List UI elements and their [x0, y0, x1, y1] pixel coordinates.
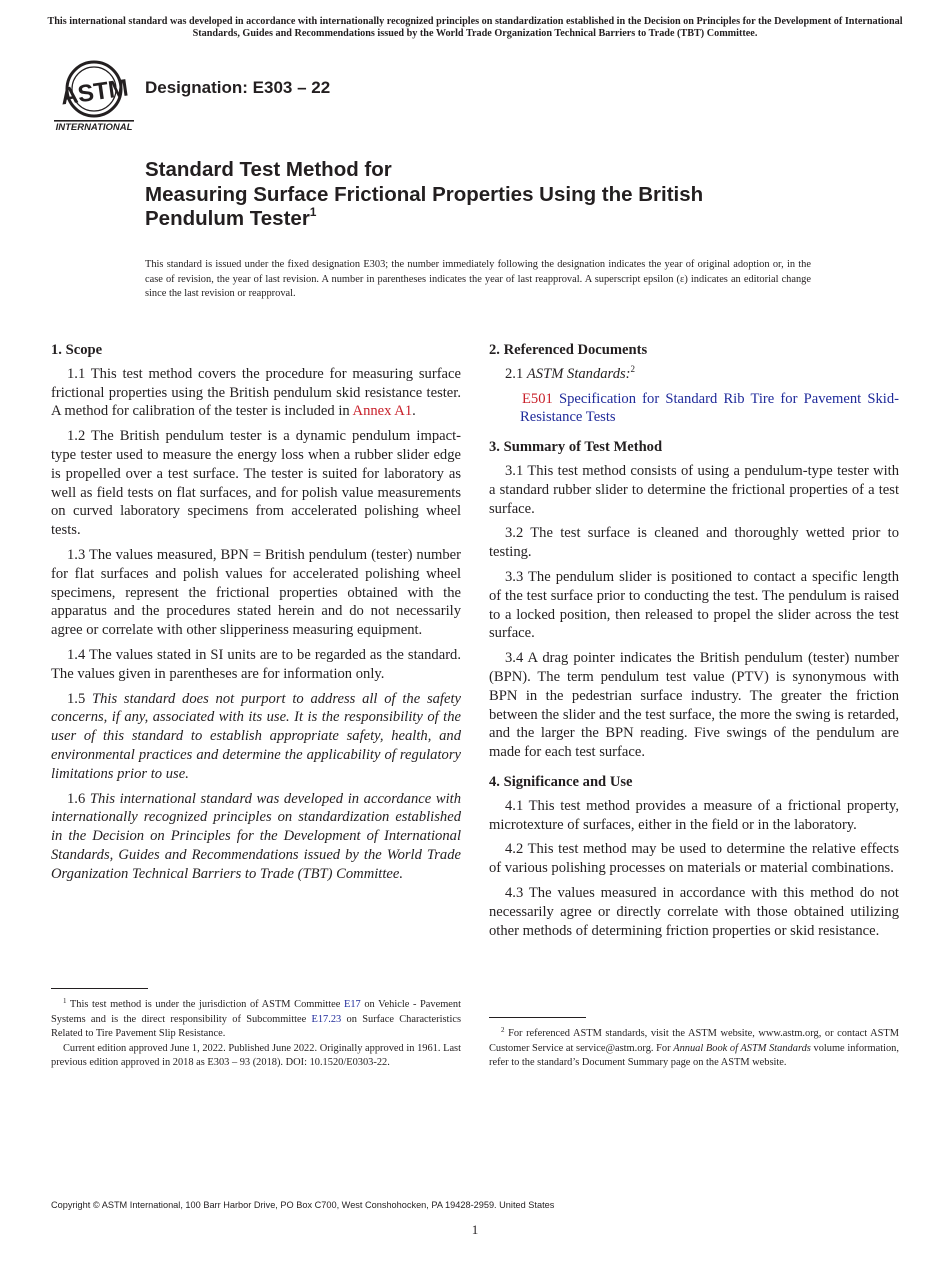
- e501-link[interactable]: E501: [522, 390, 553, 407]
- committee-e17-link[interactable]: E17: [343, 999, 361, 1010]
- paragraph-4-3: 4.3 The values measured in accordance with this method do not necessarily agree or directly correlate with those obtained utilizing other methods of determining friction properties or skid resistance.: [489, 884, 899, 939]
- svg-text:INTERNATIONAL: INTERNATIONAL: [55, 122, 133, 133]
- left-column: [51, 341, 461, 890]
- footnote-2: $^2$ For referenced ASTM standards, visit the ASTM website, www.astm.org, or contact ASTM Customer Service at service@astm.org. For Annual Book of ASTM Standards volume information, refer to the standard’s Document Summary page on the ASTM website.: [489, 1026, 899, 1068]
- paragraph-1-4: 1.4 The values stated in SI units are to be regarded as the standard. The values given in parentheses are for information only.: [51, 646, 461, 682]
- designation: Designation: E303 – 22: [145, 78, 331, 97]
- paragraph-1-2: 1.2 The British pendulum tester is a dynamic pendulum impact-type tester used to measure the energy loss when a rubber slider edge is propelled over a test surface. The tester is suited for laboratory as well as field tests on flat surfaces, and for polish value measurements on curved laboratory specimens from accelerated polishing wheel tests.: [51, 428, 461, 539]
- footnote-1: $^1$ This test method is under the jurisdiction of ASTM Committee E17 on Vehicle - Pavement Systems and is the direct responsibility of Subcommittee E17.23 on Surface Characteristics Related to Tire Pavement Slip Resistance. Current edition approved June 1, 2022. Published June 2022. Originally approved in 1961. Last previous edition approved in 2018 as E303 – 93 (2018). DOI: 10.1520/E0303-22.: [51, 998, 461, 1071]
- section-heading-summary: 3. Summary of Test Method: [489, 439, 663, 456]
- paragraph-3-1: 3.1 This test method consists of using a pendulum-type tester with a standard rubber slider to determine the frictional properties of a test surface.: [489, 462, 899, 517]
- paragraph-3-2: 3.2 The test surface is cleaned and thoroughly wetted prior to testing.: [489, 525, 899, 561]
- annex-a1-link[interactable]: Annex A1: [352, 403, 413, 420]
- paragraph-1-5: 1.5 This standard does not purport to address all of the safety concerns, if any, associated with its use. It is the responsibility of the user of this standard to establish appropriate safety, health, and environmental practices and determine the applicability of regulatory limitations prior to use.: [51, 690, 461, 782]
- footnote-rule-right: [489, 1017, 586, 1018]
- footnote-rule-left: [51, 988, 148, 989]
- document-title: [145, 158, 845, 232]
- paragraph-3-4: 3.4 A drag pointer indicates the British pendulum (tester) number (BPN). The term pendulum test value (PTV) is synonymous with BPN in the pedestrian surface industry. The greater the friction between the slider and the test surface, the more the swing is retarded, and the larger the BPN reading. Five swings of the pendulum are made for each test surface.: [489, 650, 899, 761]
- paragraph-3-3: 3.3 The pendulum slider is positioned to contact a specific length of the test surface prior to conducting the test. The pendulum is raised to a locked position, then released to propel the slider across the test surface.: [489, 568, 899, 642]
- issued-note: This standard is issued under the fixed designation E303; the number immediately following the designation indicates the year of original adoption or, in the case of revision, the year of last revision. A number in parentheses indicates the year of last reapproval. A superscript epsilon (ε) indicates an editorial change since the last revision or reapproval.: [145, 259, 811, 299]
- title-line-1: Standard Test Method for: [145, 158, 392, 181]
- paragraph-2-1: 2.1 ASTM Standards:$^2$: [505, 363, 636, 382]
- right-column: [489, 341, 899, 946]
- paragraph-4-1: 4.1 This test method provides a measure of a frictional property, microtexture of surfaces, either in the field or in the laboratory.: [489, 797, 899, 833]
- section-heading-referenced-documents: 2. Referenced Documents: [489, 342, 648, 358]
- section-heading-significance: 4. Significance and Use: [489, 773, 633, 790]
- paragraph-1-3: 1.3 The values measured, BPN = British pendulum (tester) number for flat surfaces and polish values for accelerated polishing wheel specimens, represent the frictional properties obtained with the apparatus and the procedures stated herein and do not necessarily agree or correlate with other slipperiness measuring equipment.: [51, 546, 461, 639]
- paragraph-1-6: 1.6 This international standard was developed in accordance with internationally recognized principles on standardization established in the Decision on Principles for the Development of International Standards, Guides and Recommendations issued by the World Trade Organization Technical Barriers to Trade (TBT) Committee.: [51, 790, 462, 882]
- svg-text:ASTM: ASTM: [58, 74, 131, 111]
- paragraph-1-1: 1.1 This test method covers the procedure for measuring surface frictional properties using the British pendulum skid resistance tester. A method for calibration of the tester is included in Annex A1.: [51, 365, 461, 420]
- page-number: 1: [471, 1222, 479, 1237]
- footnote-1-edition: Current edition approved June 1, 2022. Published June 2022. Originally approved in 1961. Last previous edition approved in 2018 as E303 – 93 (2018). DOI: 10.1520/E0303-22.: [51, 1042, 461, 1068]
- subcommittee-e17-23-link[interactable]: E17.23: [311, 1013, 342, 1025]
- reference-entry-e501: [489, 390, 899, 428]
- title-line-3: Pendulum Tester$^1$: [145, 205, 317, 230]
- section-heading-scope: 1. Scope: [51, 342, 103, 358]
- paragraph-4-2: 4.2 This test method may be used to determine the relative effects of various polishing processes on materials or material combinations.: [489, 841, 899, 877]
- astm-logo: [52, 56, 136, 134]
- e501-title-link[interactable]: Specification for Standard Rib Tire for Pavement Skid-Resistance Tests: [520, 390, 899, 426]
- title-line-2: Measuring Surface Frictional Properties Using the British: [145, 182, 704, 206]
- copyright-line: Copyright © ASTM International, 100 Barr Harbor Drive, PO Box C700, West Conshohocken, PA 19428-2959. United States: [51, 1200, 555, 1210]
- top-notice: This international standard was developed in accordance with internationally recognized principles on standardization established in the Decision on Principles for the Development of International Standards, Guides and Recommendations issued by the World Trade Organization Technical Barriers to Trade (TBT) Committee.: [47, 16, 903, 39]
- title-footnote-marker: 1: [309, 205, 317, 219]
